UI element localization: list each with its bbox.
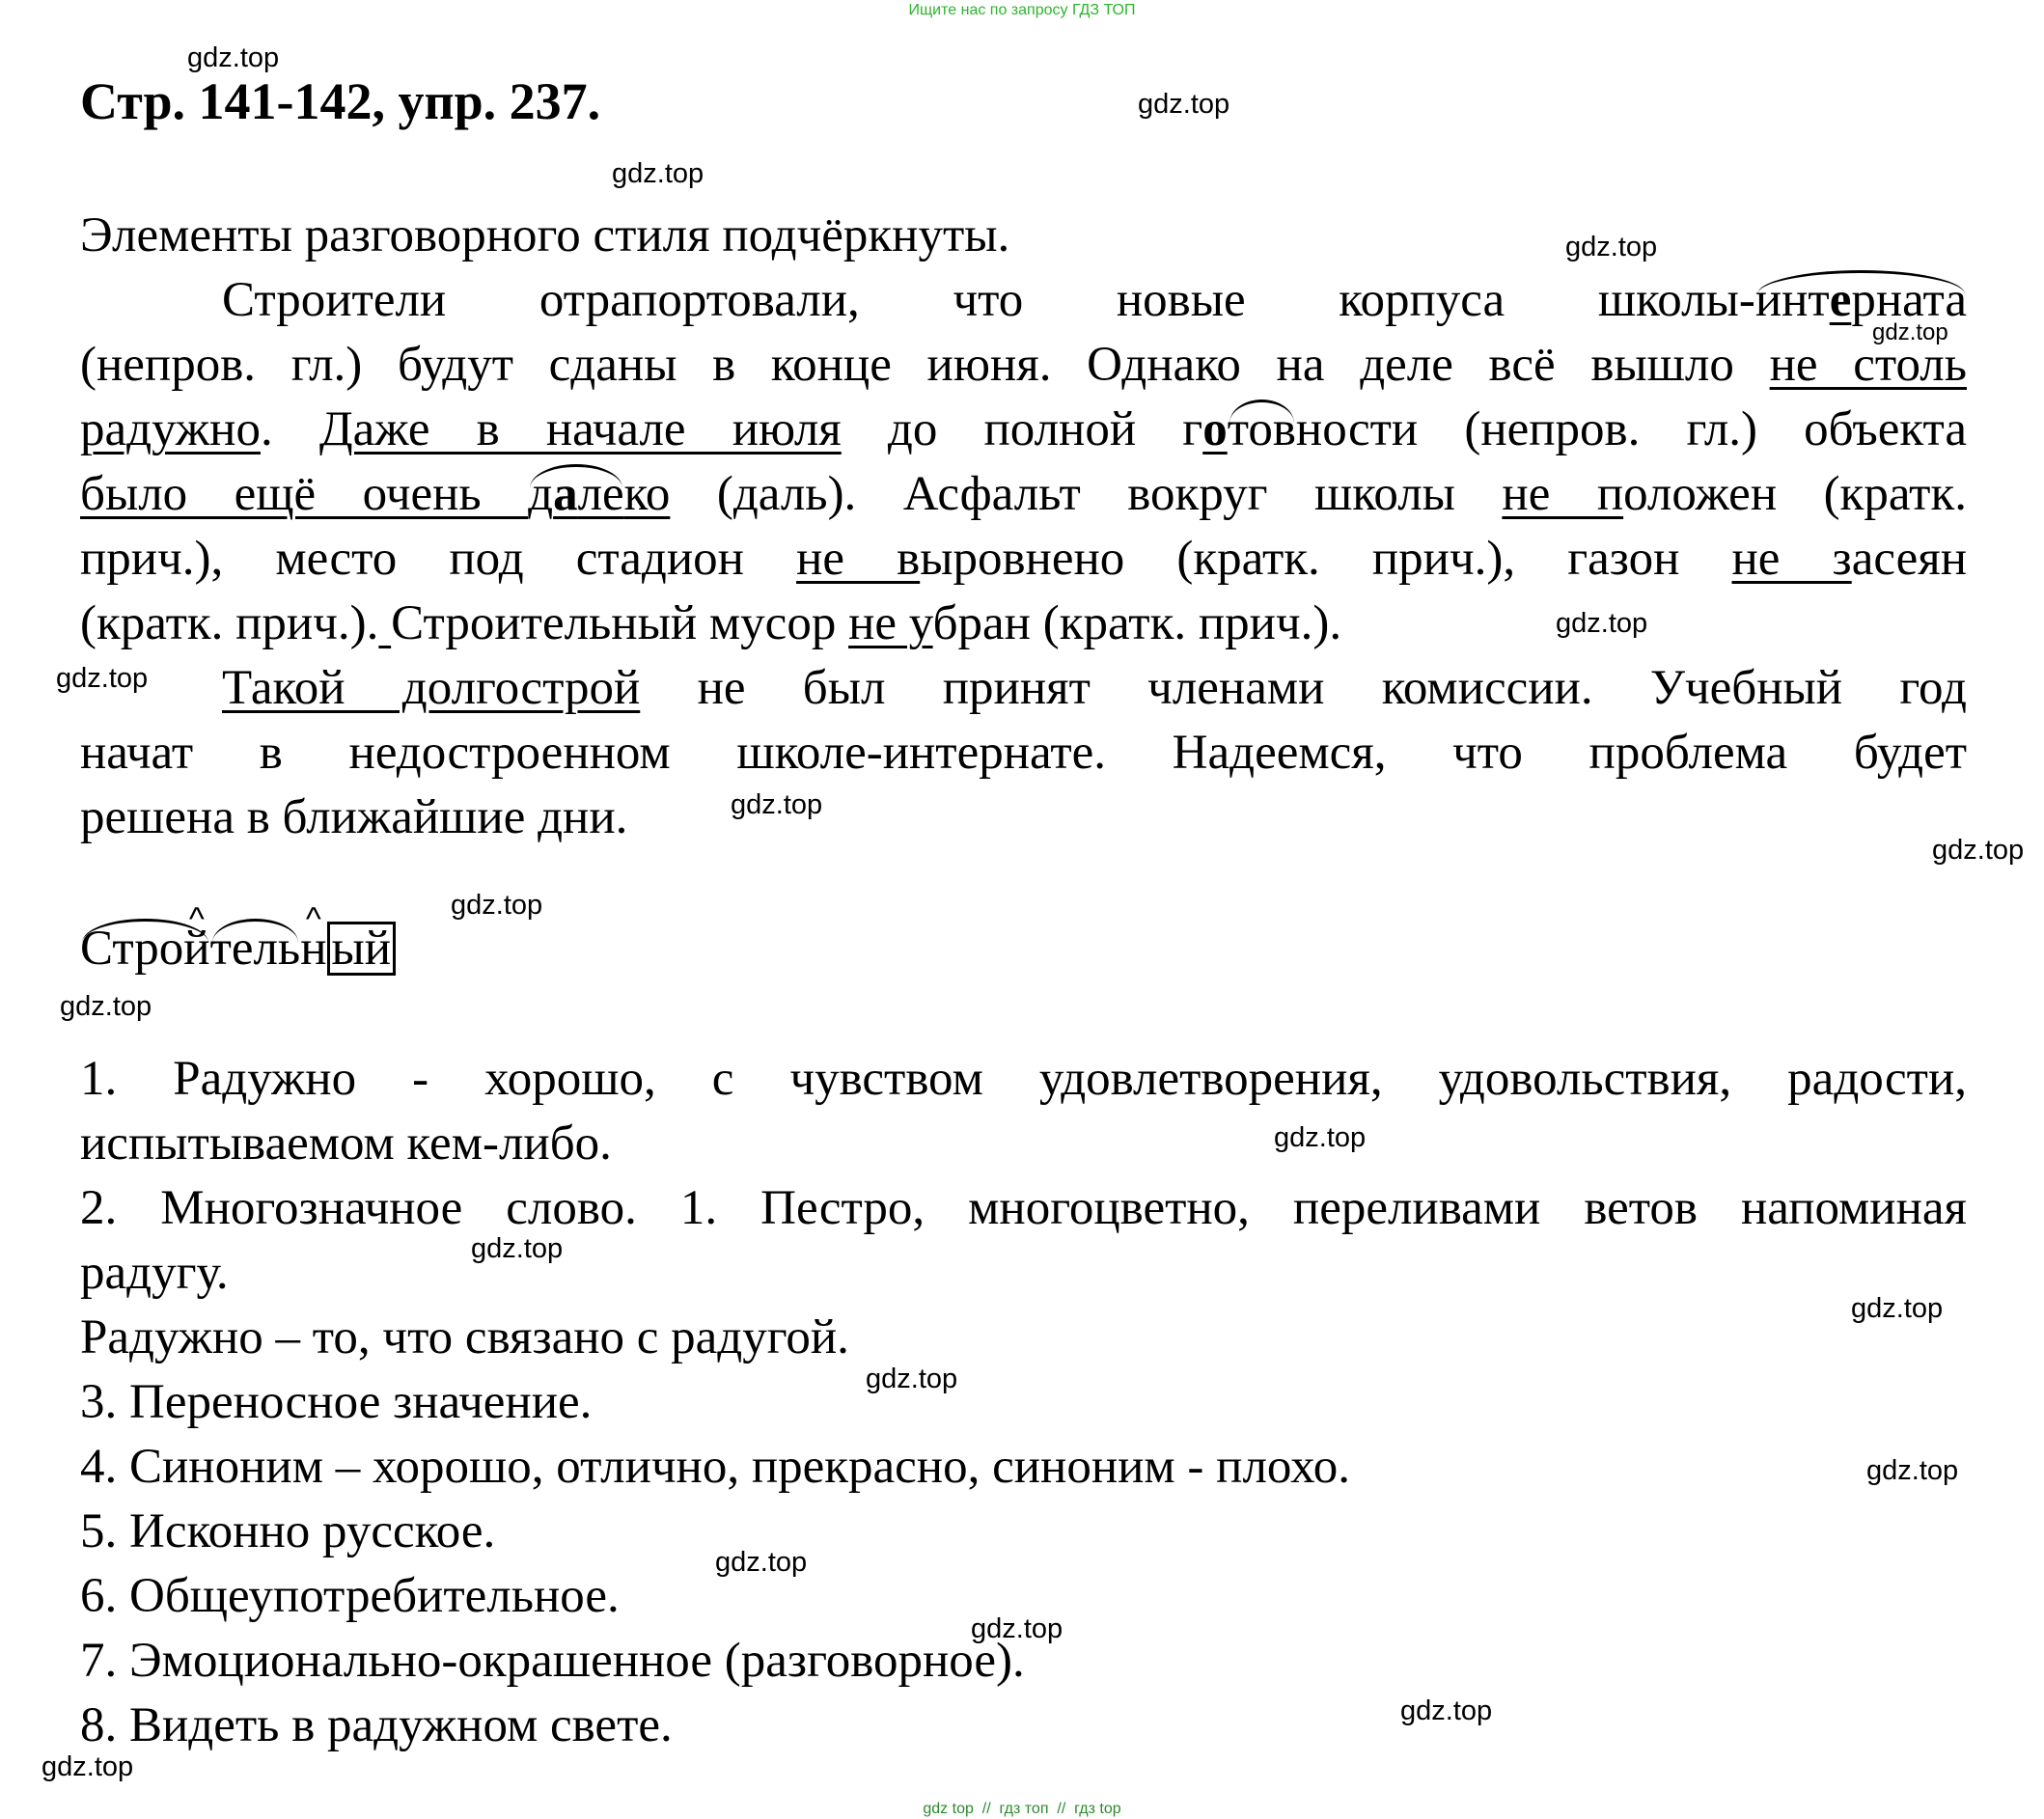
watermark: gdz.top xyxy=(1400,1695,1493,1726)
list-item: 4. Синоним – хорошо, отлично, прекрасно, синоним - плохо. xyxy=(80,1440,1350,1494)
paragraph-1-line: было ещё очень далеко (даль). Асфальт вокруг школы не положен (кратк. xyxy=(80,462,1967,527)
watermark: gdz.top xyxy=(612,158,704,189)
stressed-letter: е xyxy=(1829,273,1852,327)
watermark: gdz.top xyxy=(41,1751,134,1782)
intro-text: Элементы разговорного стиля подчёркнуты. xyxy=(80,208,1010,262)
paragraph-1-line: радужно. Даже в начале июля до полной готовности (непров. гл.) объекта xyxy=(80,398,1967,462)
paragraph-1-line: (кратк. прич.). Строительный мусор не убран (кратк. прич.). xyxy=(80,596,1342,650)
list-item: радугу. xyxy=(80,1246,229,1300)
watermark: gdz.top xyxy=(1556,608,1648,639)
list-item: 5. Исконно русское. xyxy=(80,1504,496,1558)
root-arc: тов xyxy=(1228,398,1296,462)
suffix-mark: ^ н xyxy=(300,917,326,981)
watermark: gdz.top xyxy=(1932,835,2025,866)
watermark: gdz.top xyxy=(56,663,149,694)
watermark: gdz.top xyxy=(187,42,280,73)
page-title: Стр. 141-142, упр. 237. xyxy=(80,72,601,130)
watermark: gdz.top xyxy=(866,1364,958,1394)
underlined-phrase: не в xyxy=(796,532,921,586)
watermark: gdz.top xyxy=(1851,1293,1944,1324)
paragraph-1-line: Строители отрапортовали, что новые корпуса школы-интерната xyxy=(80,268,1967,333)
list-item: 1. Радужно - хорошо, с чувством удовлетворения, удовольствия, радости, xyxy=(80,1052,1967,1106)
paragraph-2-line: решена в ближайшие дни. xyxy=(80,790,628,844)
list-item: 2. Многозначное слово. 1. Пестро, многоцветно, переливами ветов напоминая xyxy=(80,1181,1967,1235)
watermark: gdz.top xyxy=(715,1547,808,1578)
watermark: gdz.top xyxy=(731,789,823,820)
list-item: 3. Переносное значение. xyxy=(80,1375,593,1429)
underlined-phrase: радужно xyxy=(80,402,261,456)
underlined-phrase: было ещё очень xyxy=(80,467,529,521)
morpheme-parse-word xyxy=(80,917,396,981)
watermark: gdz.top xyxy=(451,890,543,921)
watermark: gdz.top xyxy=(971,1613,1063,1644)
paragraph-2-line: Такой долгострой не был принят членами комиссии. Учебный год xyxy=(222,661,1967,715)
watermark: gdz.top xyxy=(1274,1122,1367,1153)
root-arc: интерната xyxy=(1755,268,1967,333)
underlined-phrase: не з xyxy=(1731,532,1852,586)
watermark: gdz.top xyxy=(1138,89,1230,120)
paragraph-1-line: (непров. гл.) будут сданы в конце июня. Однако на деле всё вышло не столь xyxy=(80,338,1968,392)
root-arc: дале xyxy=(528,462,624,527)
list-item: Радужно – то, что связано с радугой. xyxy=(80,1310,849,1364)
ending-box: ый xyxy=(327,922,397,976)
stressed-letter: о xyxy=(1202,402,1228,456)
list-item: испытываемом кем-либо. xyxy=(80,1116,612,1171)
watermark: gdz.top xyxy=(1866,1455,1959,1486)
top-banner[interactable]: Ищите нас по запросу ГДЗ ТОП xyxy=(908,2,1136,18)
watermark: gdz.top xyxy=(1565,232,1658,262)
paragraph-1-line: прич.), место под стадион не выровнено (кратк. прич.), газон не засеян xyxy=(80,532,1967,586)
suffix-mark: ^ й xyxy=(183,917,209,981)
list-item: 7. Эмоционально-окрашенное (разговорное). xyxy=(80,1634,1025,1688)
underlined-phrase: не столь xyxy=(1769,338,1968,392)
watermark: gdz.top xyxy=(60,991,152,1022)
underlined-phrase: не п xyxy=(1502,467,1624,521)
suffix-arc: тель xyxy=(210,917,301,981)
bottom-banner[interactable]: gdz top // гдз топ // гдз top xyxy=(923,1801,1121,1817)
underlined-phrase: не у xyxy=(848,596,933,650)
stressed-letter: а xyxy=(553,467,578,521)
watermark: gdz.top xyxy=(471,1233,564,1264)
watermark: gdz.top xyxy=(1872,319,1948,345)
paragraph-2-line: начат в недостроенном школе-интернате. Надеемся, что проблема будет xyxy=(80,726,1967,780)
list-item: 8. Видеть в радужном свете. xyxy=(80,1698,673,1752)
root-arc: Стро^ й xyxy=(80,917,210,981)
underlined-phrase: Даже в начале июля xyxy=(318,402,842,456)
underlined-phrase: Такой долгострой xyxy=(222,661,641,715)
list-item: 6. Общеупотребительное. xyxy=(80,1569,620,1623)
